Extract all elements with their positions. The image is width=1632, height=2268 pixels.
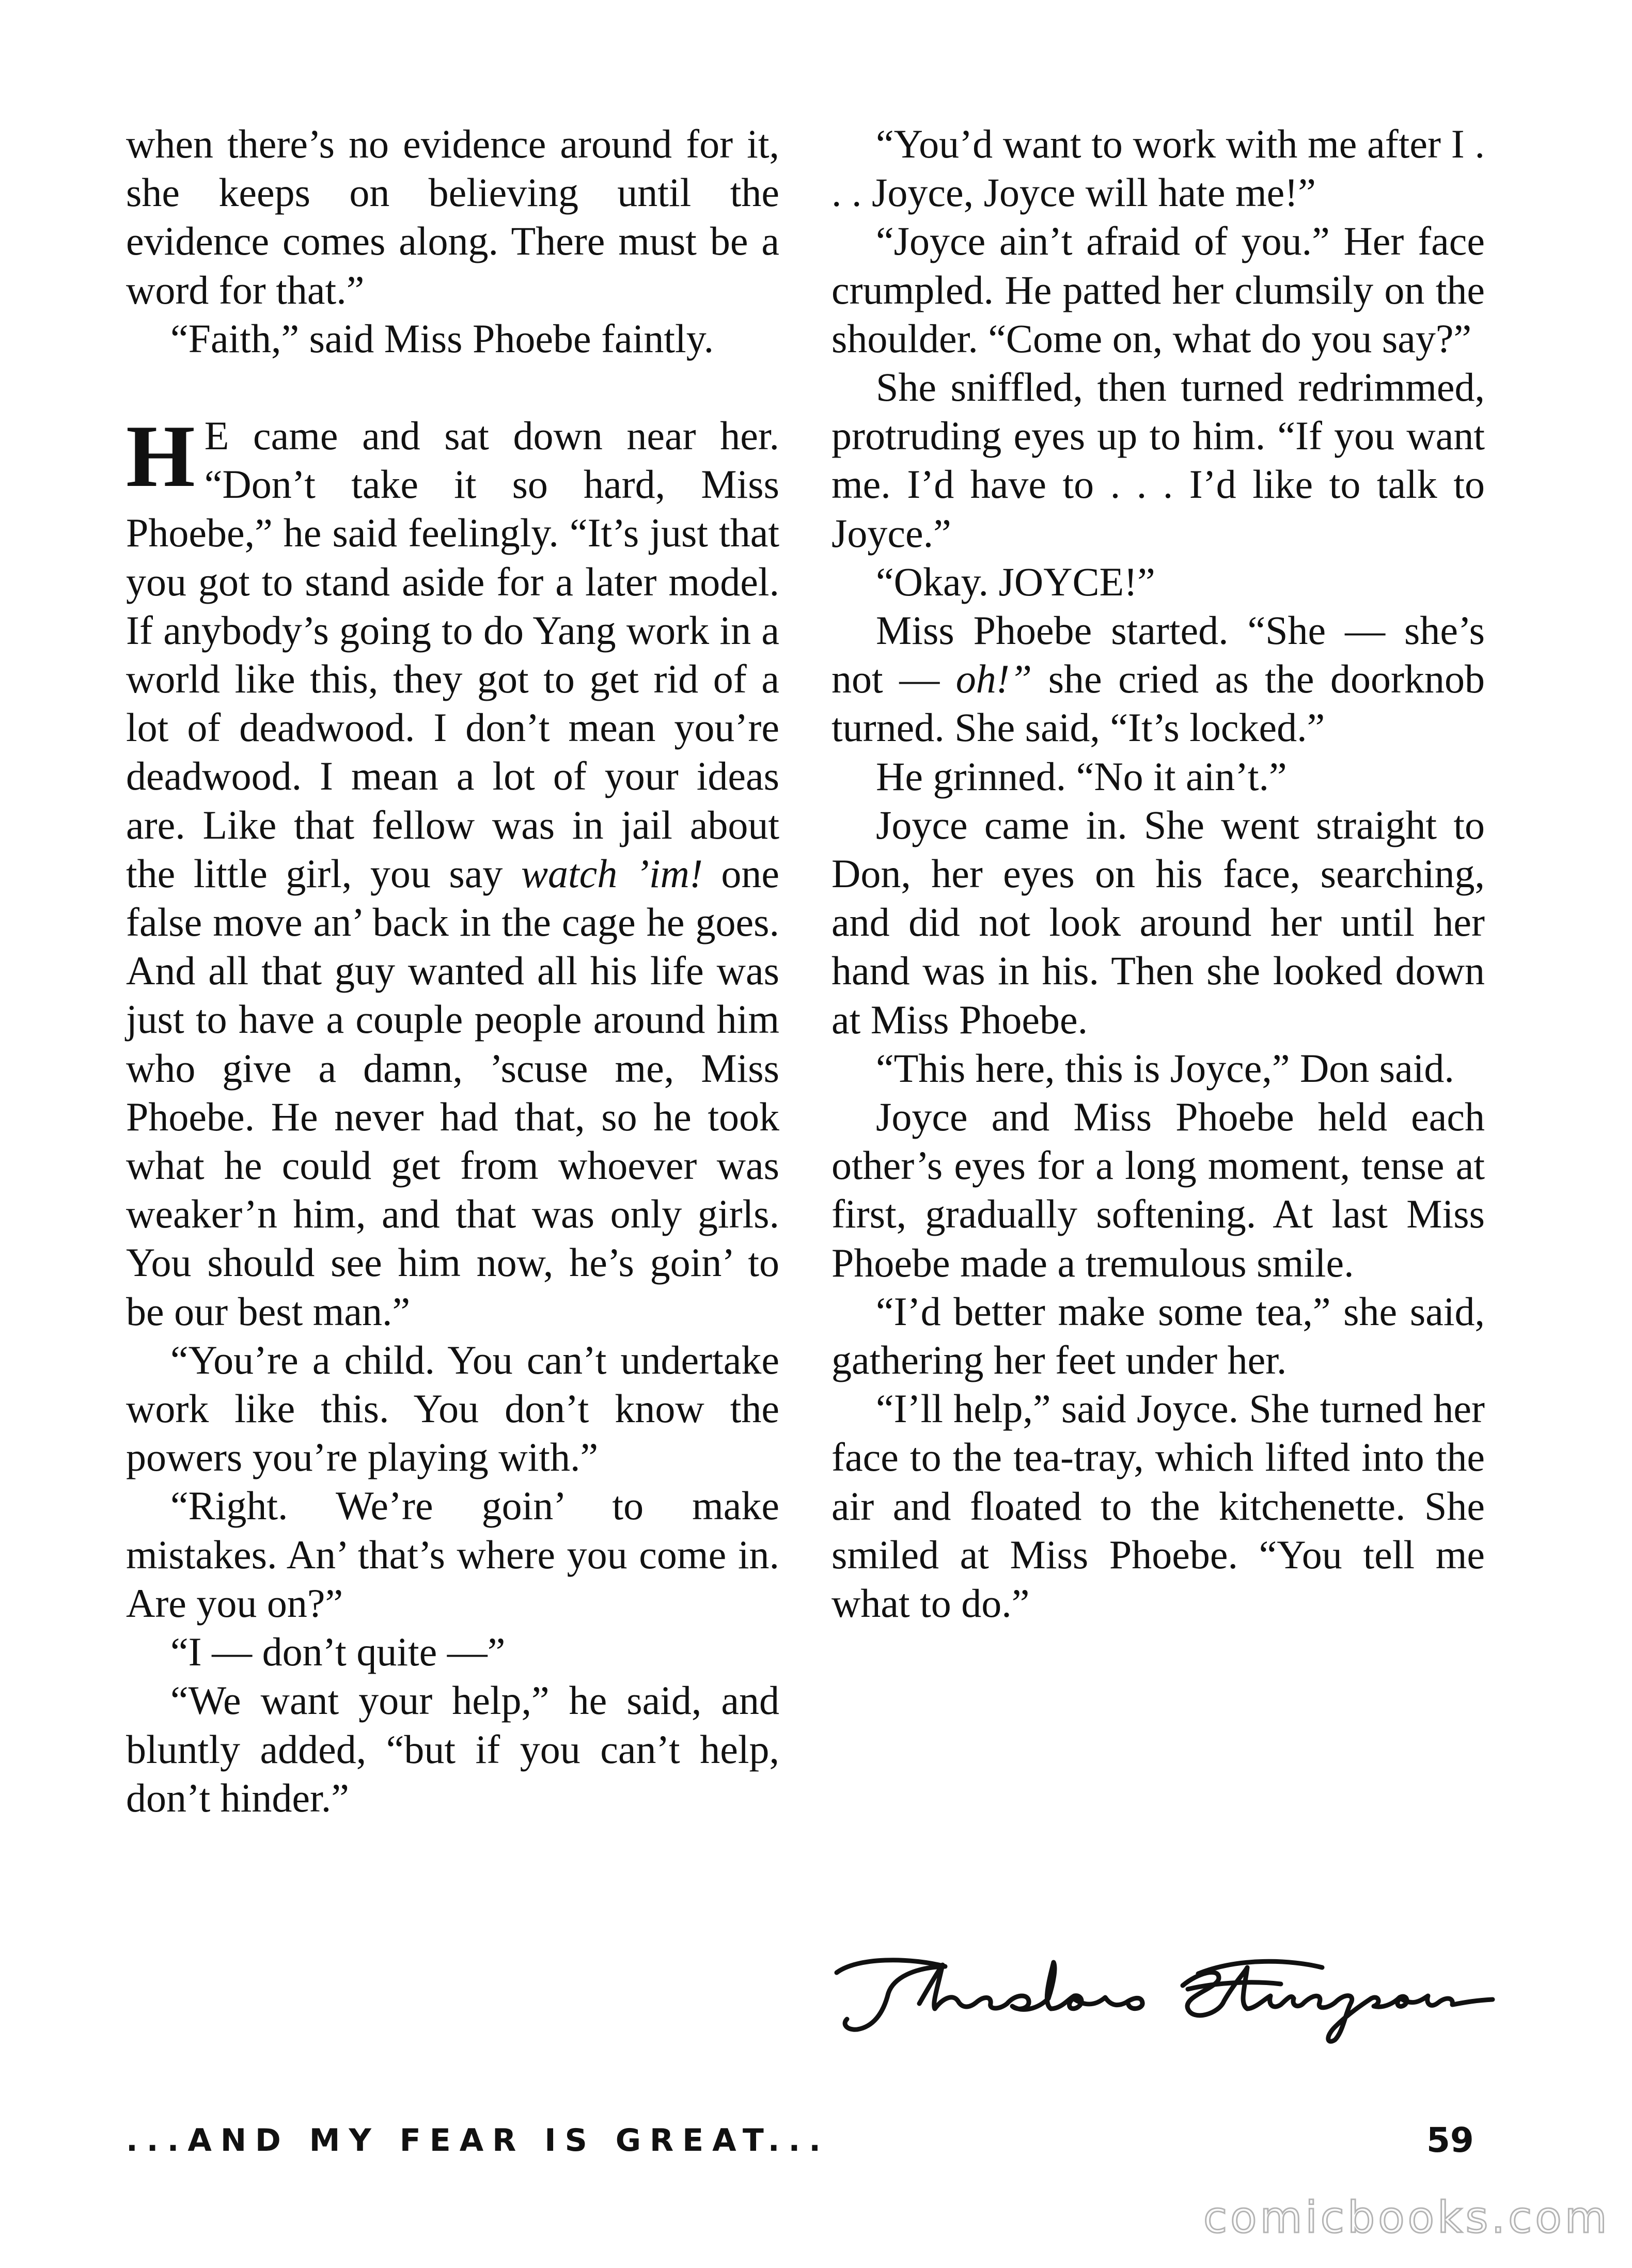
paragraph-text: one false move an’ back in the cage he goes. And all that guy wanted all his life was just to have a couple people around him who give a damn, ’scuse me, Miss Phoebe. He never had that, so he took what he could get from whoever was weaker’n him, and that was only girls. You should see him now, he’s goin’ to be our best man.” [126, 850, 779, 1334]
paragraph: “We want your help,” he said, and bluntly added, “but if you can’t help, don’t hinder.” [126, 1678, 779, 1820]
paragraph: “I — don’t quite —” [170, 1629, 506, 1675]
section-opening-paragraph [126, 407, 779, 1336]
paragraph: “I’d better make some tea,” she said, gathering her feet under her. [831, 1288, 1485, 1383]
paragraph: Joyce and Miss Phoebe held each other’s eyes for a long moment, tense at first, gradually softening. At last Miss Phoebe made a tremulous smile. [831, 1094, 1485, 1285]
watermark: comicbooks.com [1203, 2192, 1610, 2243]
italic-text: watch ’im! [521, 850, 703, 896]
paragraph: “Okay. JOYCE!” [876, 559, 1155, 604]
italic-text: oh!” [955, 656, 1032, 702]
paragraph: Joyce came in. She went straight to Don, her eyes on his face, searching, and did not look around her until her hand was in his. Then she looked down at Miss Phoebe. [831, 802, 1485, 1042]
paragraph-text: she cried as the doorknob turned. She said, “It’s locked.” [831, 656, 1485, 750]
paragraph: “You’re a child. You can’t undertake work like this. You don’t know the powers you’re playing with.” [126, 1337, 779, 1480]
paragraph-text: E came and sat down near her. “Don’t take it so hard, Miss Phoebe,” he said feelingly. “It’s just that you got to stand aside for a later model. If anybody’s going to do Yang work in a world like this, they got to get rid of a lot of deadwood. I don’t mean you’re deadwood. I mean a lot of your ideas are. Like that fellow was in jail about the little girl, you say [126, 413, 779, 896]
paragraph: She sniffled, then turned redrimmed, protruding eyes up to him. “If you want me. I’d have to . . . I’d like to talk to Joyce.” [831, 365, 1485, 556]
running-footer-title: ...AND MY FEAR IS GREAT... [126, 2122, 830, 2159]
paragraph: He grinned. “No it ain’t.” [876, 753, 1287, 799]
paragraph: “Right. We’re goin’ to make mistakes. An’ that’s where you come in. Are you on?” [126, 1483, 779, 1626]
author-signature [826, 1936, 1498, 2055]
paragraph: “Faith,” said Miss Phoebe faintly. [170, 316, 714, 361]
right-text-column [831, 120, 1485, 1628]
paragraph: “You’d want to work with me after I . . . Joyce, Joyce will hate me!” [831, 121, 1485, 215]
paragraph: “This here, this is Joyce,” Don said. [876, 1045, 1454, 1091]
left-text-column [126, 120, 779, 1822]
page-number: 59 [1426, 2120, 1474, 2160]
paragraph: when there’s no evidence around for it, she keeps on believing until the evidence comes along. There must be a word for that.” [126, 121, 779, 312]
drop-cap: H [126, 407, 195, 506]
paragraph: “I’ll help,” said Joyce. She turned her face to the tea-tray, which lifted into the air and floated to the kitchenette. She smiled at Miss Phoebe. “You tell me what to do.” [831, 1386, 1485, 1626]
paragraph [831, 606, 1485, 752]
paragraph: “Joyce ain’t afraid of you.” Her face crumpled. He patted her clumsily on the shoulder. “Come on, what do you say?” [831, 218, 1485, 361]
paragraph-text: Miss Phoebe started. “She — she’s not — [831, 608, 1485, 702]
